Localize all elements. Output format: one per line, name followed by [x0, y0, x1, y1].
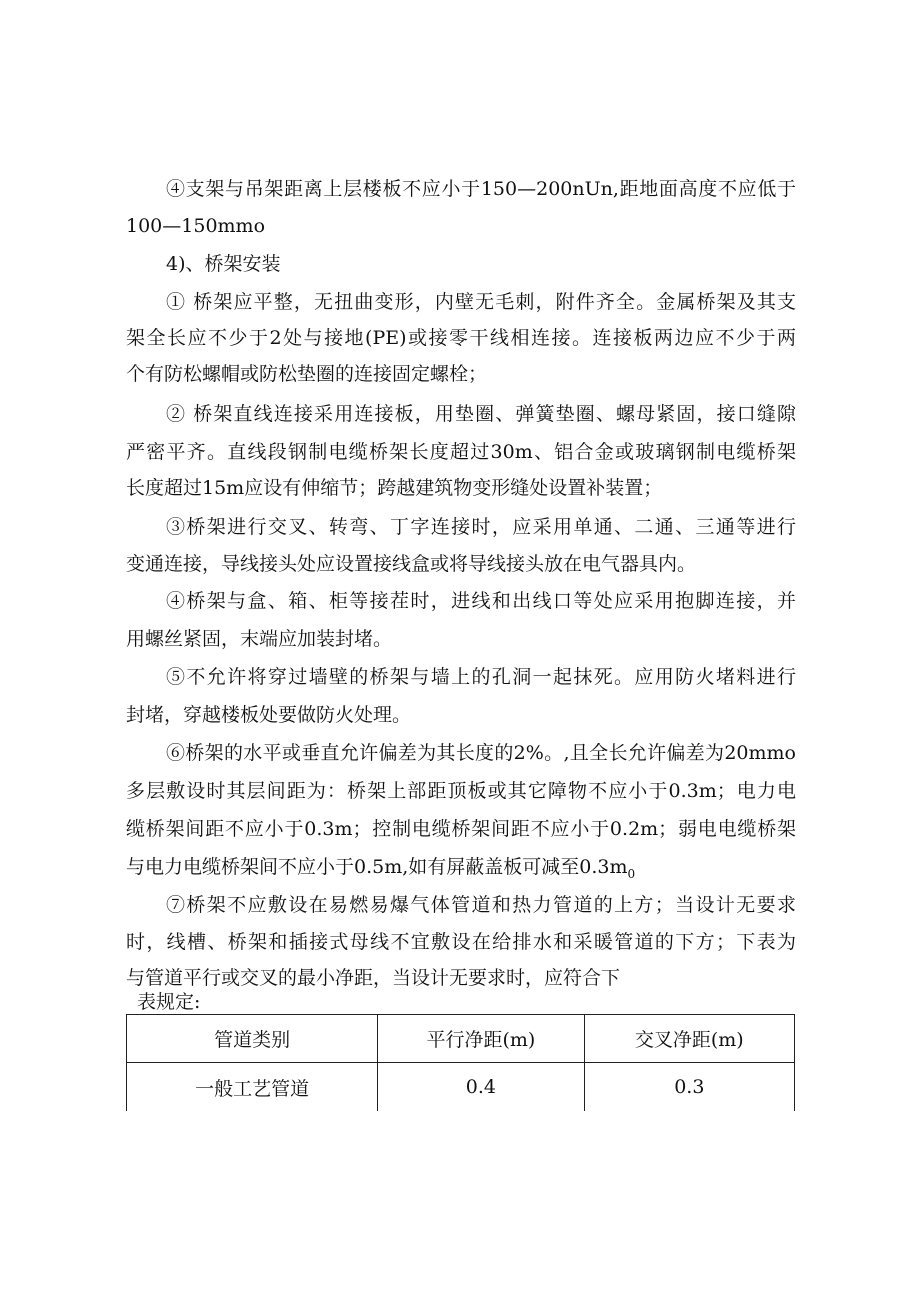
cell-pipe-type: 一般工艺管道: [127, 1063, 378, 1112]
header-pipe-type: 管道类别: [127, 1015, 378, 1063]
para-2-line-3: 个有防松螺帽或防松垫圈的连接固定螺栓；: [126, 363, 488, 385]
para-3-line-3: 长度超过15m应设有伸缩节；跨越建筑物变形缝处设置补装置；: [126, 477, 663, 499]
para-6-line-2: 封堵，穿越楼板处要做防火处理。: [126, 704, 412, 726]
header-parallel-clearance: 平行净距(m): [378, 1015, 584, 1063]
para-5-line-1: ④桥架与盒、箱、柜等接茬时，进线和出线口等处应采用抱脚连接，并: [166, 590, 796, 612]
para-7-line-2: 多层敷设时其层间距为：桥架上部距顶板或其它障物不应小于0.3m；电力电: [126, 780, 796, 802]
para-7-line-4-text: 与电力电缆桥架间不应小于0.5m,如有屏蔽盖板可减至0.3m: [126, 856, 628, 878]
para-1-line-1: ④支架与吊架距离上层楼板不应小于150—200nUn,距地面高度不应低于: [166, 178, 796, 200]
para-7-line-1: ⑥桥架的水平或垂直允许偏差为其长度的2%。,且全长允许偏差为20mmo: [166, 742, 796, 764]
para-7-line-4: [126, 855, 796, 886]
para-7-line-3: 缆桥架间距不应小于0.3m；控制电缆桥架间距不应小于0.2m；弱电电缆桥架: [126, 818, 796, 840]
para-8-line-2: 时，线槽、桥架和插接式母线不宜敷设在给排水和采暖管道的下方；下表为: [126, 931, 796, 953]
para-8-line-1: ⑦桥架不应敷设在易燃易爆气体管道和热力管道的上方；当设计无要求: [166, 894, 796, 916]
table-header-row: [127, 1015, 795, 1063]
cell-cross-clearance: 0.3: [584, 1063, 794, 1112]
table-row: [127, 1063, 795, 1112]
para-1-line-2: 100—150mmo: [126, 215, 266, 237]
para-8-line-3: 与管道平行或交叉的最小净距，当设计无要求时，应符合下: [126, 967, 621, 989]
para-3-line-1: ② 桥架直线连接采用连接板，用垫圈、弹簧垫圈、螺母紧固，接口缝隙: [166, 403, 796, 425]
para-3-line-2: 严密平齐。直线段钢制电缆桥架长度超过30m、铝合金或玻璃钢制电缆桥架: [126, 441, 796, 463]
para-4-line-1: ③桥架进行交叉、转弯、丁字连接时，应采用单通、二通、三通等进行: [166, 516, 796, 538]
para-6-line-1: ⑤不允许将穿过墙壁的桥架与墙上的孔洞一起抹死。应用防火堵料进行: [166, 666, 796, 688]
para-2-line-2: 架全长应不少于2处与接地(PE)或接零干线相连接。连接板两边应不少于两: [126, 327, 796, 349]
table-caption: 表规定:: [137, 991, 201, 1013]
section-heading: 4)、桥架安装: [166, 253, 281, 275]
clearance-table: [126, 1014, 795, 1111]
para-5-line-2: 用螺丝紧固，末端应加装封堵。: [126, 628, 393, 650]
cell-parallel-clearance: 0.4: [378, 1063, 584, 1112]
para-2-line-1: ① 桥架应平整，无扭曲变形，内壁无毛刺，附件齐全。金属桥架及其支: [166, 291, 796, 313]
para-4-line-2: 变通连接，导线接头处应设置接线盒或将导线接头放在电气器具内。: [126, 553, 697, 575]
para-7-line-4-subscript: 0: [627, 866, 636, 881]
header-cross-clearance: 交叉净距(m): [584, 1015, 794, 1063]
